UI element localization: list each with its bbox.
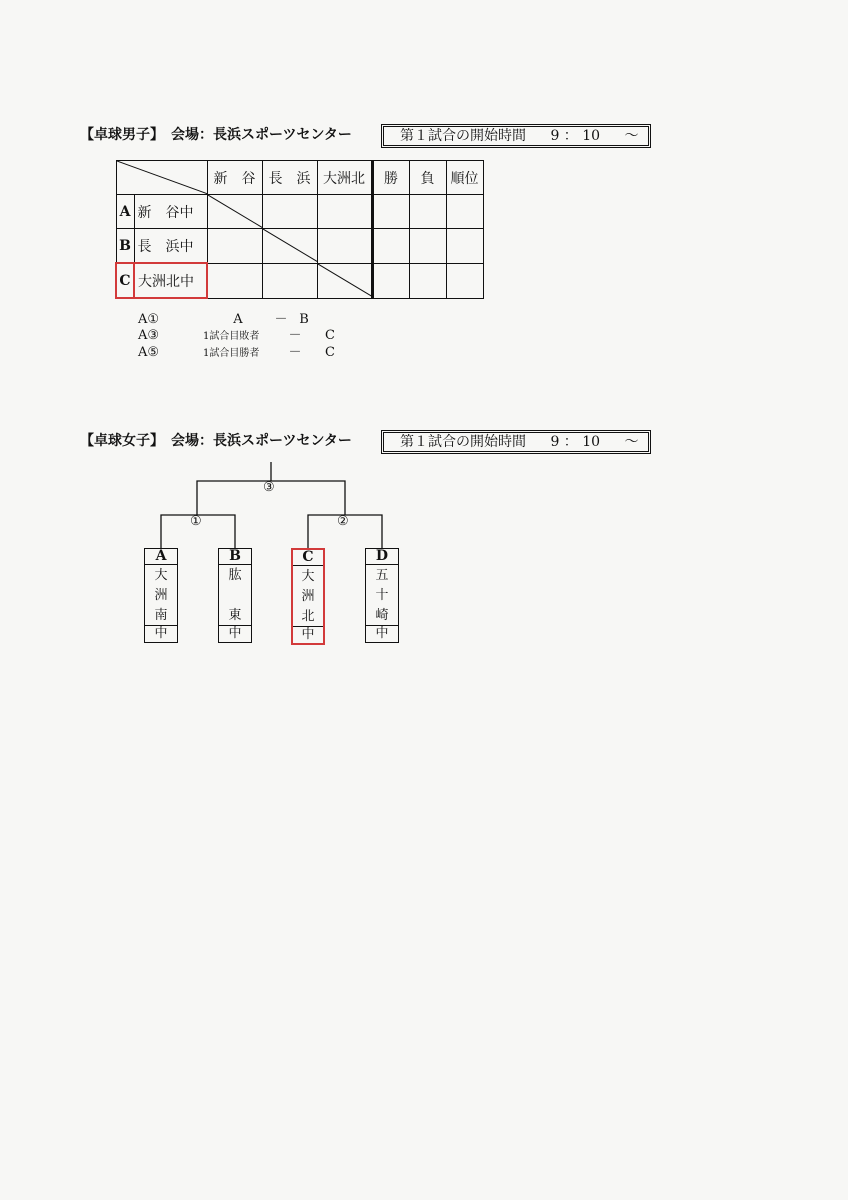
match-number: A① [138, 312, 160, 327]
header-losses: 負 [409, 161, 446, 195]
match-dash: － [288, 345, 302, 360]
match-left: A [233, 312, 243, 327]
team-box-d [365, 548, 399, 643]
match-number: A⑤ [138, 345, 160, 360]
match-left: 1試合目勝者 [203, 348, 260, 359]
team-suffix: 中 [366, 625, 398, 642]
team-letter: A [145, 549, 177, 565]
team-name-char: 大 [154, 568, 168, 583]
header-nagahama: 長 浜 [262, 161, 317, 195]
match-dash: － [288, 328, 302, 343]
team-name-char: 洲 [301, 589, 315, 604]
team-letter: D [366, 549, 398, 565]
girls-time-tilde: ～ [624, 434, 639, 450]
team-suffix: 中 [293, 626, 323, 643]
team-name-char: 肱 [228, 568, 242, 583]
team-suffix: 中 [219, 625, 251, 642]
boys-time-tilde: ～ [624, 128, 639, 144]
boys-section-title: 【卓球男子】 会場：長浜スポーツセンター [80, 127, 352, 143]
match-right: C [325, 345, 335, 360]
team-suffix: 中 [145, 625, 177, 642]
team-name-char: 洲 [154, 588, 168, 603]
header-ozukita: 大洲北 [317, 161, 372, 195]
row-team-name-highlighted: 大洲北中 [134, 263, 207, 298]
boys-time-value: 9 ： 10 [550, 128, 601, 144]
final-match-number: ③ [263, 480, 275, 495]
team-box-c-highlighted [291, 548, 325, 645]
team-box-b [218, 548, 252, 643]
match-dash: － [274, 312, 288, 327]
team-letter: B [219, 549, 251, 565]
girls-time-value: 9 ： 10 [550, 434, 601, 450]
match-2-number: ② [337, 514, 349, 529]
match-left: 1試合目敗者 [203, 331, 260, 342]
row-team-name: 新 谷中 [134, 195, 207, 229]
header-shintani: 新 谷 [207, 161, 262, 195]
match-number: A③ [138, 328, 160, 343]
boys-time-label: 第１試合の開始時間 [400, 128, 526, 144]
team-letter: C [293, 550, 323, 566]
team-name-char: 五 [375, 568, 389, 583]
header-rank: 順位 [446, 161, 483, 195]
match-right: B [299, 312, 309, 327]
row-letter: C [116, 263, 134, 298]
girls-time-label: 第１試合の開始時間 [400, 434, 526, 450]
row-letter: B [116, 229, 134, 264]
row-team-name: 長 浜中 [134, 229, 207, 264]
team-name-char: 南 [154, 608, 168, 623]
team-box-a [144, 548, 178, 643]
team-name-char [219, 585, 251, 605]
team-name-char: 十 [375, 588, 389, 603]
match-1-number: ① [190, 514, 202, 529]
team-name-char: 大 [301, 569, 315, 584]
row-letter: A [116, 195, 134, 229]
header-wins: 勝 [372, 161, 409, 195]
match-right: C [325, 328, 335, 343]
team-name-char: 北 [301, 609, 315, 624]
team-name-char: 崎 [375, 608, 389, 623]
girls-section-title: 【卓球女子】 会場：長浜スポーツセンター [80, 433, 352, 449]
team-name-char: 東 [228, 608, 242, 623]
